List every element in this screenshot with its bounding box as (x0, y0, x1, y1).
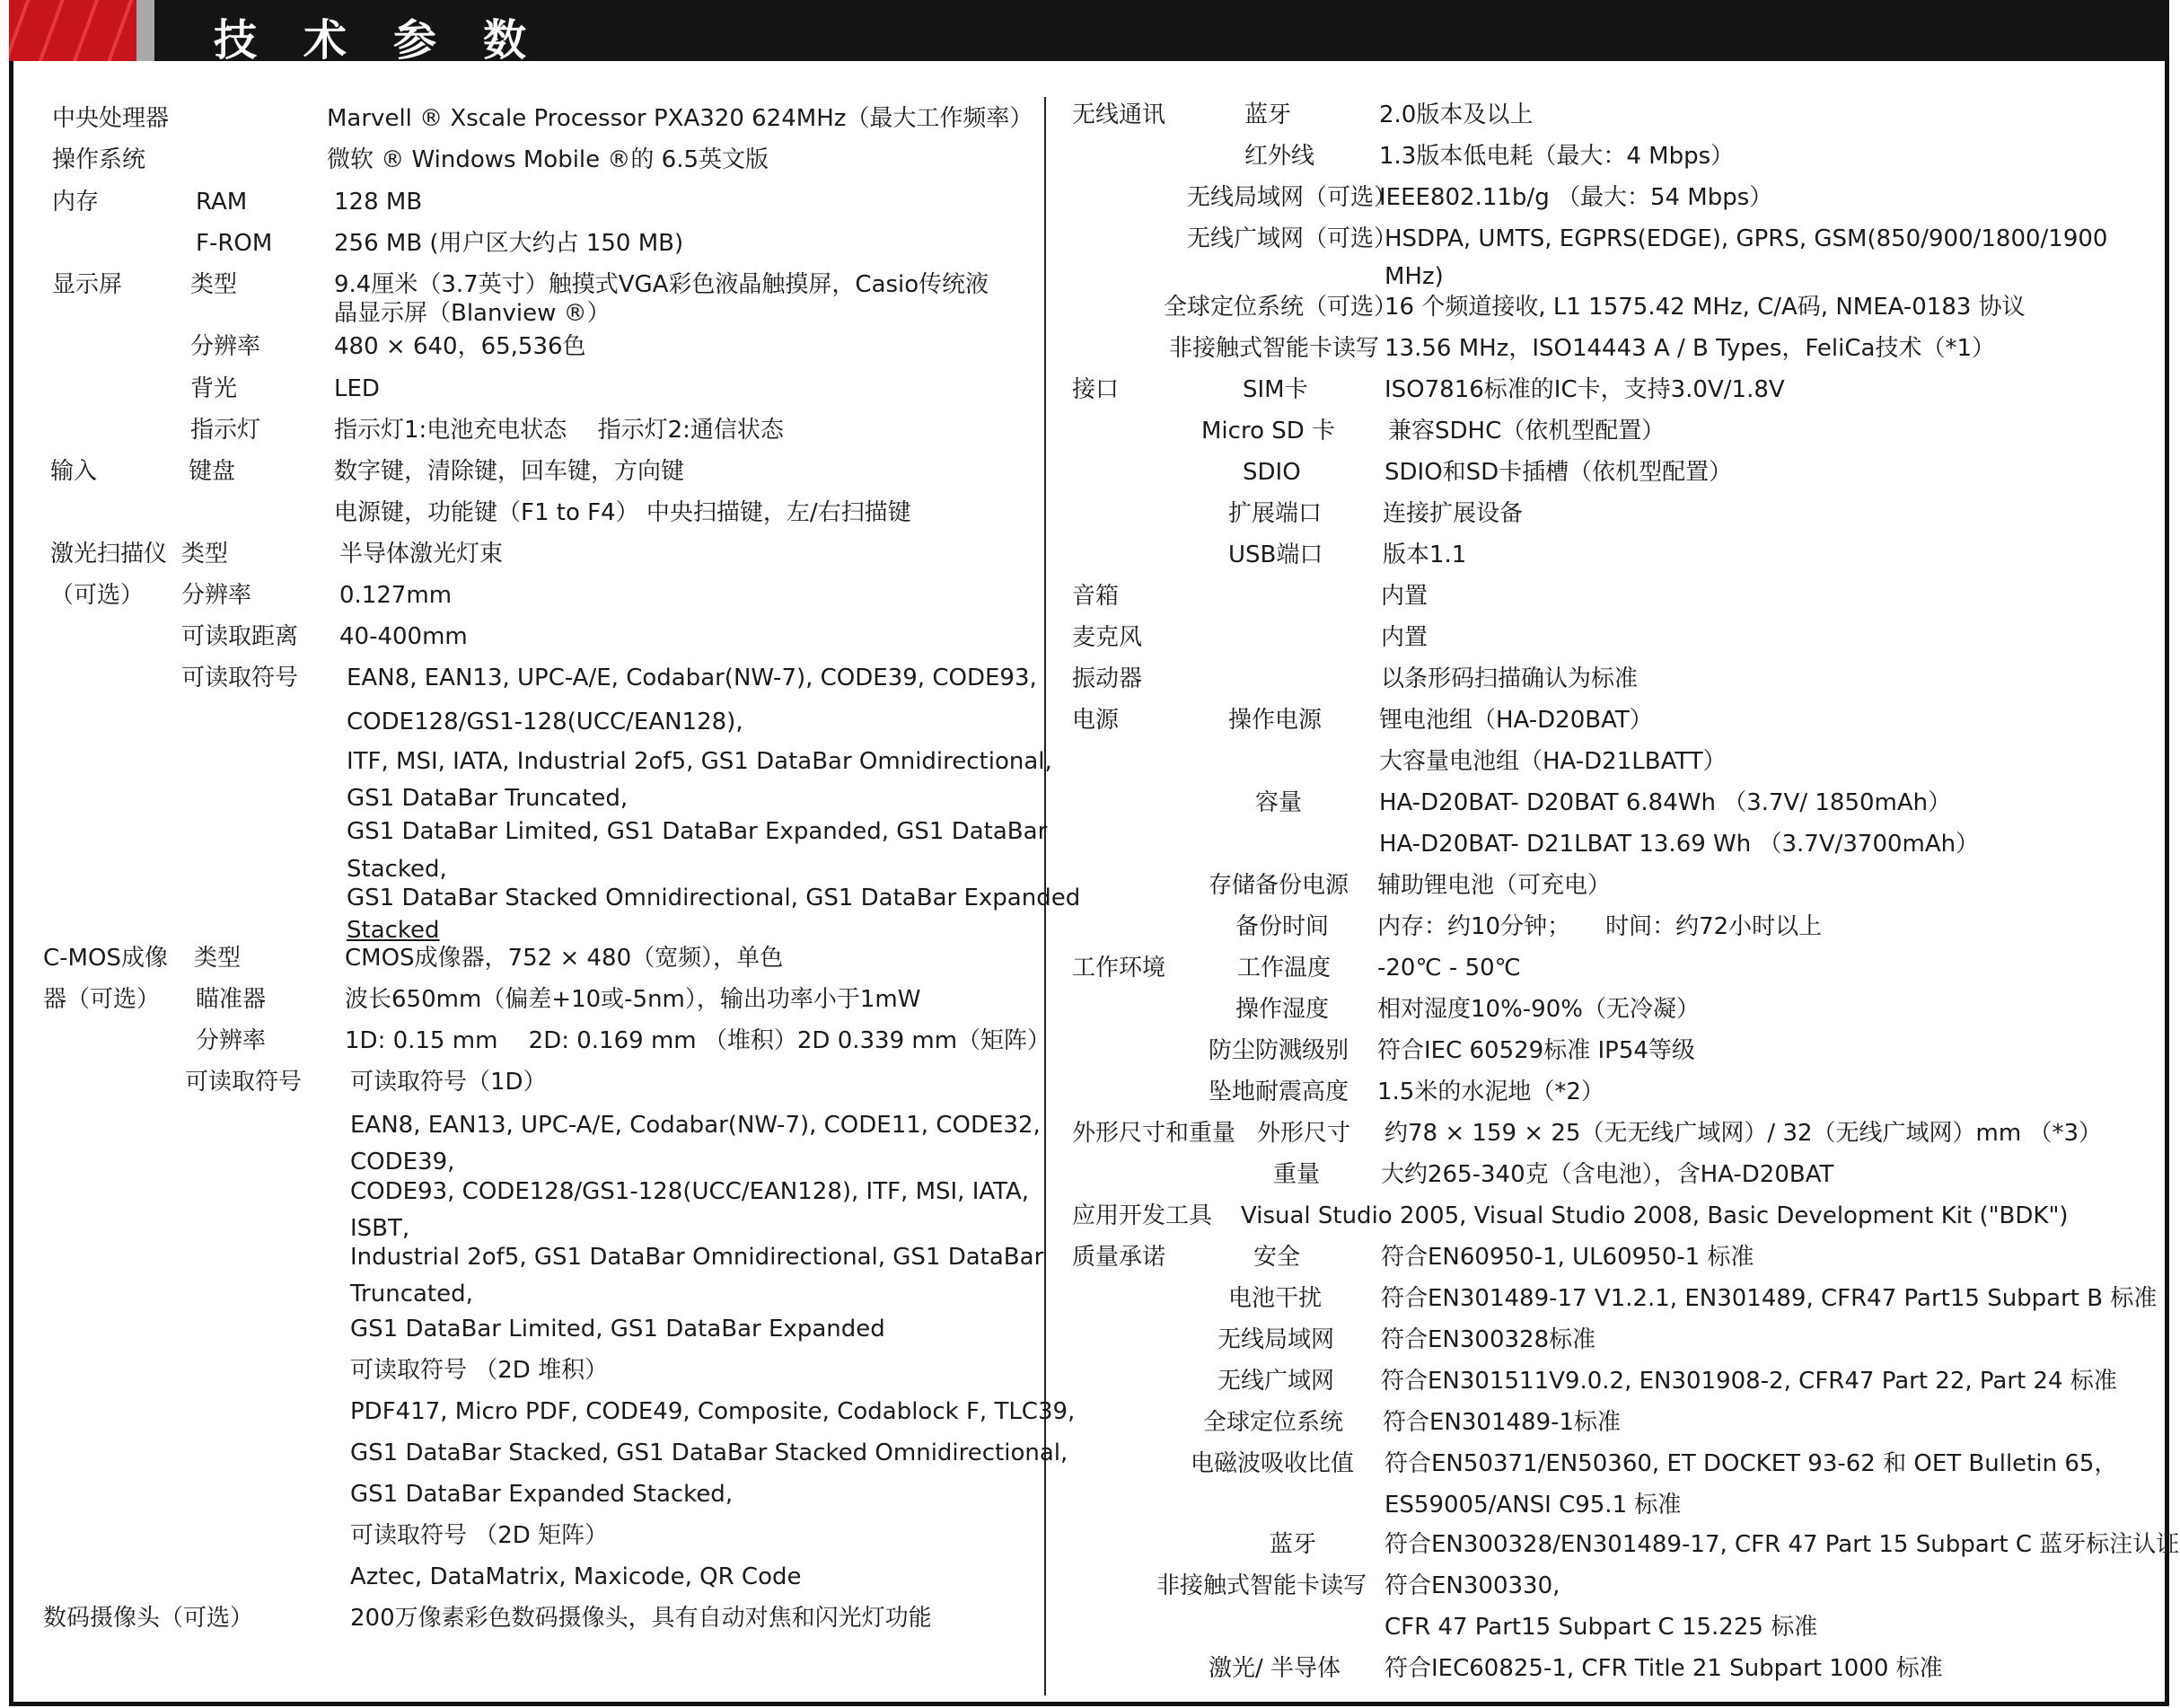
spec-value: Stacked, (347, 856, 447, 883)
spec-value: MHz) (1384, 263, 1444, 290)
spec-label: 输入 (50, 458, 98, 485)
spec-value: Stacked (347, 917, 440, 944)
spec-value: 符合EN50371/EN50360, ET DOCKET 93-62 和 OET Bulletin 65， (1384, 1450, 2118, 1477)
spec-value: CMOS成像器，752 × 480（宽频），单色 (345, 945, 784, 972)
spec-value: Truncated, (350, 1281, 473, 1307)
spec-sublabel: 指示灯 (190, 417, 261, 444)
spec-value: GS1 DataBar Truncated, (347, 785, 629, 812)
spec-value: EAN8, EAN13, UPC-A/E, Codabar(NW-7), CODE11, CODE32, (350, 1112, 1041, 1139)
spec-sublabel: 分辨率 (181, 582, 252, 609)
spec-sublabel: 重量 (1273, 1161, 1321, 1188)
spec-value: 480 × 640，65,536色 (334, 333, 586, 360)
spec-sublabel: SDIO (1243, 459, 1301, 486)
spec-value: CFR 47 Part15 Subpart C 15.225 标准 (1384, 1614, 1818, 1641)
spec-value: Marvell ® Xscale Processor PXA320 624MHz（最大工作频率） (327, 105, 1033, 132)
spec-value: 128 MB (334, 189, 423, 216)
spec-value: 符合IEC 60529标准 IP54等级 (1377, 1037, 1695, 1064)
spec-label: （可选） (50, 582, 145, 609)
spec-value: 9.4厘米（3.7英寸）触摸式VGA彩色液晶触摸屏，Casio传统液 (334, 271, 989, 298)
spec-value: ISBT, (350, 1215, 410, 1242)
spec-sublabel: 激光/ 半导体 (1209, 1655, 1341, 1682)
spec-value: GS1 DataBar Limited, GS1 DataBar Expanded, GS1 DataBar (347, 818, 1048, 845)
spec-sublabel: 可读取符号 (185, 1069, 303, 1096)
spec-value: 波长650mm（偏差+10或-5nm），输出功率小于1mW (345, 986, 921, 1013)
spec-sublabel: 可读取符号 (181, 665, 299, 691)
spec-sublabel: F-ROM (196, 230, 273, 257)
spec-sublabel: 背光 (190, 375, 238, 402)
spec-value: HA-D20BAT- D20BAT 6.84Wh （3.7V/ 1850mAh） (1379, 789, 1952, 816)
spec-sublabel: 红外线 (1244, 143, 1315, 170)
spec-label: 应用开发工具 (1072, 1202, 1213, 1229)
spec-value: CODE93, CODE128/GS1-128(UCC/EAN128), ITF, MSI, IATA, (350, 1178, 1030, 1205)
spec-label: 内存 (52, 189, 100, 216)
spec-value: GS1 DataBar Expanded Stacked, (350, 1481, 734, 1508)
spec-value: ES59005/ANSI C95.1 标准 (1384, 1492, 1682, 1519)
spec-label: 器（可选） (43, 986, 161, 1013)
spec-value: IEEE802.11b/g （最大：54 Mbps） (1379, 184, 1773, 211)
spec-value: LED (334, 375, 380, 402)
spec-label: 质量承诺 (1072, 1244, 1166, 1271)
spec-value: 符合EN301489-1标准 (1383, 1409, 1622, 1436)
spec-value: 电源键，功能键（F1 to F4） 中央扫描键，左/右扫描键 (334, 499, 911, 526)
spec-sublabel: 操作电源 (1228, 707, 1323, 734)
spec-sublabel: 无线局域网 (1217, 1326, 1335, 1353)
spec-value: 数字键，清除键，回车键，方向键 (334, 458, 685, 485)
spec-value: 符合EN300328标准 (1381, 1326, 1596, 1353)
red-stripe-logo (9, 0, 136, 61)
spec-value: 晶显示屏（Blanview ®） (334, 300, 611, 327)
spec-value: 大约265-340克（含电池），含HA-D20BAT (1381, 1161, 1834, 1188)
spec-sublabel: 非接触式智能卡读写 (1169, 335, 1380, 362)
page-title: 技术参数 (214, 15, 574, 66)
spec-value: 符合EN60950-1, UL60950-1 标准 (1381, 1244, 1754, 1271)
spec-value: ITF, MSI, IATA, Industrial 2of5, GS1 DataBar Omnidirectional, (347, 748, 1052, 775)
spec-value: PDF417, Micro PDF, CODE49, Composite, Codablock F, TLC39, (350, 1398, 1076, 1425)
spec-sublabel: 电磁波吸收比值 (1191, 1450, 1355, 1477)
spec-label: 麦克风 (1072, 624, 1143, 651)
spec-value: 兼容SDHC（依机型配置） (1388, 418, 1666, 445)
spec-value: 符合IEC60825-1, CFR Title 21 Subpart 1000 标准 (1384, 1655, 1943, 1682)
spec-value: 2.0版本及以上 (1379, 101, 1534, 128)
spec-value: GS1 DataBar Stacked, GS1 DataBar Stacked Omnidirectional, (350, 1439, 1068, 1466)
spec-value: GS1 DataBar Stacked Omnidirectional, GS1 DataBar Expanded (347, 885, 1081, 911)
spec-value: 锂电池组（HA-D20BAT） (1379, 707, 1653, 734)
spec-value: CODE39, (350, 1149, 455, 1175)
spec-sublabel: 无线广域网 (1217, 1368, 1335, 1395)
spec-value: SDIO和SD卡插槽（依机型配置） (1384, 459, 1733, 486)
spec-sublabel: 外形尺寸 (1257, 1120, 1351, 1147)
spec-value: 1D: 0.15 mm 2D: 0.169 mm （堆积）2D 0.339 mm（矩阵） (345, 1027, 1051, 1054)
spec-sublabel: 蓝牙 (1244, 101, 1292, 128)
spec-sublabel: 电池干扰 (1228, 1285, 1323, 1312)
spec-value: 连接扩展设备 (1383, 500, 1524, 527)
spec-value: 指示灯1:电池充电状态 指示灯2:通信状态 (334, 417, 784, 444)
spec-label: 数码摄像头（可选） (43, 1605, 254, 1632)
spec-value: 相对湿度10%-90%（无冷凝） (1377, 996, 1700, 1023)
spec-value: ISO7816标准的IC卡，支持3.0V/1.8V (1384, 376, 1785, 403)
spec-label: 无线通讯 (1072, 101, 1166, 128)
spec-sublabel: 工作温度 (1237, 955, 1332, 982)
spec-value: 符合EN301489-17 V1.2.1, EN301489, CFR47 Part15 Subpart B 标准 (1381, 1285, 2158, 1312)
spec-value: 约78 × 159 × 25（无无线广域网）/ 32（无线广域网）mm （*3） (1384, 1120, 2102, 1147)
spec-value: CODE128/GS1-128(UCC/EAN128), (347, 709, 743, 735)
spec-value: 微软 ® Windows Mobile ®的 6.5英文版 (327, 146, 769, 173)
spec-value: 版本1.1 (1383, 541, 1467, 568)
spec-value: Visual Studio 2005, Visual Studio 2008, Basic Development Kit ("BDK") (1241, 1202, 2069, 1229)
spec-label: 音箱 (1072, 583, 1120, 610)
spec-sublabel: 非接触式智能卡读写 (1156, 1572, 1367, 1599)
spec-value: 内置 (1381, 624, 1428, 651)
spec-sublabel: 扩展端口 (1228, 500, 1323, 527)
spec-value: EAN8, EAN13, UPC-A/E, Codabar(NW-7), CODE39, CODE93, (347, 665, 1037, 691)
spec-value: GS1 DataBar Limited, GS1 DataBar Expanded (350, 1316, 885, 1343)
spec-sublabel: 可读取距离 (181, 623, 299, 650)
spec-sublabel: 防尘防溅级别 (1209, 1037, 1349, 1064)
spec-label: 显示屏 (52, 271, 123, 298)
spec-sublabel: Micro SD 卡 (1201, 418, 1336, 445)
spec-sublabel: 容量 (1255, 789, 1303, 816)
spec-label: 激光扫描仪 (50, 541, 168, 568)
spec-label: 中央处理器 (52, 105, 170, 132)
spec-sublabel: USB端口 (1228, 541, 1323, 568)
spec-sublabel: 键盘 (189, 458, 236, 485)
spec-value: Industrial 2of5, GS1 DataBar Omnidirectional, GS1 DataBar (350, 1244, 1044, 1271)
spec-value: 1.3版本低电耗（最大：4 Mbps） (1379, 143, 1735, 170)
spec-label: 电源 (1072, 707, 1120, 734)
spec-sublabel: 安全 (1253, 1244, 1301, 1271)
spec-sublabel: 操作湿度 (1235, 996, 1330, 1023)
spec-value: 16 个频道接收, L1 1575.42 MHz, C/A码, NMEA-0183 协议 (1384, 294, 2026, 321)
spec-value: 40-400mm (339, 623, 468, 650)
spec-value: 符合EN300330, (1384, 1572, 1560, 1599)
spec-sublabel: 全球定位系统（可选） (1164, 294, 1398, 321)
header-bar (9, 0, 2169, 66)
spec-label: 接口 (1072, 376, 1120, 403)
spec-sublabel: 分辨率 (190, 333, 261, 360)
spec-value: HSDPA, UMTS, EGPRS(EDGE), GPRS, GSM(850/900/1800/1900 (1384, 225, 2108, 252)
spec-sublabel: 类型 (194, 945, 242, 972)
spec-sublabel: SIM卡 (1243, 376, 1308, 403)
spec-sublabel: 类型 (190, 271, 238, 298)
spec-sublabel: 坠地耐震高度 (1209, 1079, 1349, 1105)
spec-value: 200万像素彩色数码摄像头，具有自动对焦和闪光灯功能 (350, 1605, 932, 1632)
spec-value: 可读取符号 （2D 堆积） (350, 1357, 609, 1384)
spec-value: 内置 (1381, 583, 1428, 610)
spec-sublabel: 瞄准器 (196, 986, 267, 1013)
spec-label: C-MOS成像 (43, 945, 168, 972)
spec-value: 1.5米的水泥地（*2） (1377, 1079, 1604, 1105)
spec-label: 操作系统 (52, 146, 146, 173)
spec-value: 符合EN301511V9.0.2, EN301908-2, CFR47 Part 22, Part 24 标准 (1381, 1368, 2117, 1395)
spec-sublabel: 无线广域网（可选） (1187, 225, 1398, 252)
spec-value: 13.56 MHz，ISO14443 A / B Types，FeliCa技术（*1） (1384, 335, 1995, 362)
spec-value: HA-D20BAT- D21LBAT 13.69 Wh （3.7V/3700mAh） (1379, 831, 1980, 858)
spec-value: 半导体激光灯束 (339, 541, 504, 568)
spec-value: 0.127mm (339, 582, 453, 609)
spec-value: 内存：约10分钟； 时间：约72小时以上 (1377, 913, 1823, 940)
spec-value: 以条形码扫描确认为标准 (1381, 665, 1639, 692)
gray-bar (136, 0, 154, 61)
spec-sublabel: 全球定位系统 (1203, 1409, 1344, 1436)
spec-sublabel: RAM (196, 189, 248, 216)
spec-sublabel: 蓝牙 (1270, 1531, 1317, 1558)
spec-value: Aztec, DataMatrix, Maxicode, QR Code (350, 1563, 802, 1590)
spec-label: 振动器 (1072, 665, 1143, 692)
spec-value: -20℃ - 50℃ (1377, 955, 1521, 982)
spec-value: 可读取符号 （2D 矩阵） (350, 1522, 609, 1549)
spec-sublabel: 备份时间 (1235, 913, 1330, 940)
spec-value: 可读取符号（1D） (350, 1069, 547, 1096)
spec-sublabel: 无线局域网（可选） (1187, 184, 1398, 211)
spec-sublabel: 分辨率 (196, 1027, 267, 1054)
spec-value: 符合EN300328/EN301489-17, CFR 47 Part 15 Subpart C 蓝牙标注认证 (1384, 1531, 2180, 1558)
spec-sublabel: 存储备份电源 (1209, 872, 1349, 899)
spec-value: 大容量电池组（HA-D21LBATT） (1379, 748, 1727, 775)
spec-label: 工作环境 (1072, 955, 1166, 982)
spec-sublabel: 类型 (181, 541, 229, 568)
spec-label: 外形尺寸和重量 (1072, 1120, 1236, 1147)
spec-value: 256 MB (用户区大约占 150 MB) (334, 230, 684, 257)
spec-value: 辅助锂电池（可充电） (1377, 872, 1612, 899)
